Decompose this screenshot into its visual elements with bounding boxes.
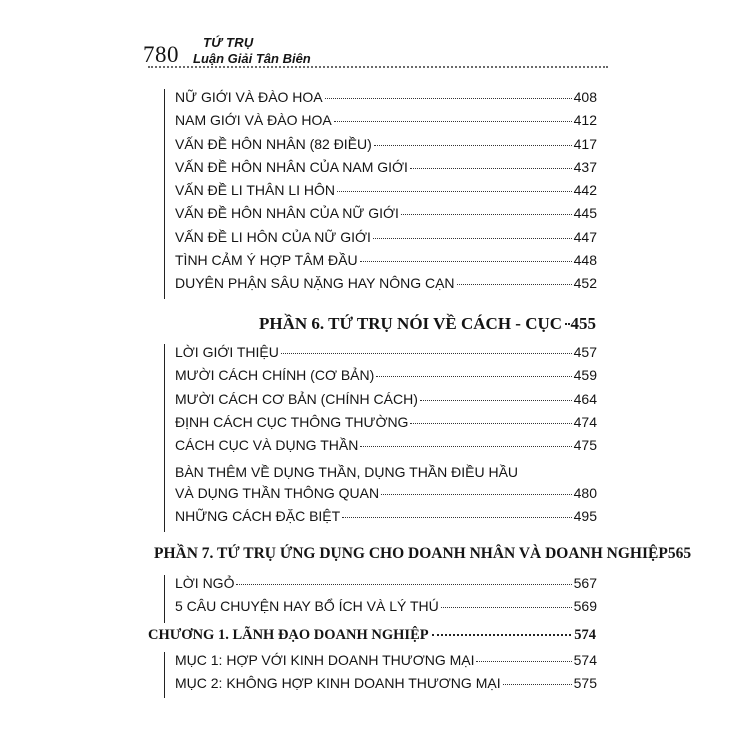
toc-entry[interactable] xyxy=(165,229,597,252)
toc-entry[interactable] xyxy=(165,136,597,159)
toc-entry[interactable] xyxy=(165,652,597,675)
toc-entry-page: 417 xyxy=(573,135,597,152)
toc-entry[interactable] xyxy=(165,508,597,531)
part-7-page: 565 xyxy=(667,545,692,562)
dot-leader xyxy=(410,423,571,424)
toc-entry-title: MỤC 2: KHÔNG HỢP KINH DOANH THƯƠNG MẠI xyxy=(175,675,501,692)
toc-entry[interactable] xyxy=(165,460,597,508)
toc-entry-title: ĐỊNH CÁCH CỤC THÔNG THƯỜNG xyxy=(175,413,409,430)
dot-leader xyxy=(410,168,572,169)
toc-entry-page: 474 xyxy=(573,413,597,430)
dot-leader xyxy=(381,494,572,495)
part-6-heading[interactable] xyxy=(259,314,596,334)
toc-entry[interactable] xyxy=(165,159,597,182)
dot-leader xyxy=(457,284,572,285)
toc-entry-page: 574 xyxy=(573,652,597,668)
dot-leader xyxy=(342,517,571,518)
dot-leader xyxy=(565,323,567,325)
toc-entry[interactable] xyxy=(165,89,597,112)
part-6-page: 455 xyxy=(570,314,596,333)
toc-entry-page: 464 xyxy=(573,390,597,407)
toc-entry-page: 567 xyxy=(573,575,597,591)
toc-entry-page: 437 xyxy=(573,158,597,175)
toc-entry-title: NỮ GIỚI VÀ ĐÀO HOA xyxy=(175,89,323,105)
header-rule xyxy=(148,66,608,68)
toc-entry-page: 569 xyxy=(573,598,597,615)
toc-entry-page: 459 xyxy=(573,367,597,384)
toc-entry-page: 495 xyxy=(573,508,597,525)
toc-section-intro xyxy=(164,575,597,623)
toc-entry[interactable] xyxy=(165,391,597,414)
toc-entry-page: 475 xyxy=(573,437,597,454)
toc-entry[interactable] xyxy=(165,437,597,460)
chapter-1-heading[interactable] xyxy=(148,627,596,650)
dot-leader xyxy=(376,376,571,377)
dot-leader xyxy=(325,98,572,99)
toc-entry-page: 445 xyxy=(573,205,597,222)
dot-leader xyxy=(281,353,572,354)
dot-leader xyxy=(360,446,571,447)
toc-entry-page: 447 xyxy=(573,228,597,245)
dot-leader xyxy=(360,261,572,262)
toc-section-chapter-1 xyxy=(164,652,597,698)
book-title: TỨ TRỤ xyxy=(203,35,254,50)
toc-entry[interactable] xyxy=(165,675,597,698)
toc-entry-page: 575 xyxy=(573,675,597,692)
toc-entry-title: 5 CÂU CHUYỆN HAY BỔ ÍCH VÀ LÝ THÚ xyxy=(175,598,439,615)
dot-leader xyxy=(420,400,572,401)
part-6-title: PHẦN 6. TỨ TRỤ NÓI VỀ CÁCH - CỤC xyxy=(259,314,563,333)
toc-entry[interactable] xyxy=(165,252,597,275)
toc-entry[interactable] xyxy=(165,205,597,228)
toc-entry-title-line1: BÀN THÊM VỀ DỤNG THẦN, DỤNG THẦN ĐIỀU HẦU xyxy=(175,464,519,481)
toc-entry[interactable] xyxy=(165,344,597,367)
toc-entry-page: 452 xyxy=(573,275,597,292)
toc-entry-title: LỜI NGỎ xyxy=(175,575,235,591)
toc-entry-title: VẤN ĐỀ HÔN NHÂN (82 ĐIỀU) xyxy=(175,135,372,152)
toc-section-marriage xyxy=(164,89,597,299)
dot-leader xyxy=(373,238,572,239)
dot-leader xyxy=(401,214,572,215)
toc-entry[interactable] xyxy=(165,275,597,298)
toc-entry-title: MỤC 1: HỢP VỚI KINH DOANH THƯƠNG MẠI xyxy=(175,652,475,668)
toc-entry[interactable] xyxy=(165,598,597,621)
toc-entry-title: DUYÊN PHẬN SÂU NẶNG HAY NÔNG CẠN xyxy=(175,275,455,292)
toc-entry[interactable] xyxy=(165,414,597,437)
dot-leader xyxy=(374,145,572,146)
part-7-title: PHẦN 7. TỨ TRỤ ỨNG DỤNG CHO DOANH NHÂN VÀ DOANH NGHIỆP xyxy=(154,545,668,562)
toc-entry-title: MƯỜI CÁCH CHÍNH (CƠ BẢN) xyxy=(175,367,375,384)
toc-entry[interactable] xyxy=(165,182,597,205)
toc-entry[interactable] xyxy=(165,575,597,598)
toc-entry-page: 408 xyxy=(573,89,597,105)
toc-entry-title: CÁCH CỤC VÀ DỤNG THẦN xyxy=(175,437,359,454)
toc-entry-title-line2: VÀ DỤNG THẦN THÔNG QUAN xyxy=(175,485,380,502)
toc-entry-title: VẤN ĐỀ HÔN NHÂN CỦA NỮ GIỚI xyxy=(175,205,399,222)
dot-leader xyxy=(337,191,572,192)
toc-entry-title: NAM GIỚI VÀ ĐÀO HOA xyxy=(175,112,332,129)
toc-entry-title: VẤN ĐỀ LI HÔN CỦA NỮ GIỚI xyxy=(175,228,371,245)
toc-entry-page: 412 xyxy=(573,112,597,129)
dot-leader xyxy=(476,661,571,662)
toc-entry-page: 442 xyxy=(573,182,597,199)
toc-entry-page: 480 xyxy=(573,485,597,502)
toc-entry-title: NHỮNG CÁCH ĐẶC BIỆT xyxy=(175,508,341,525)
toc-entry-title: TÌNH CẢM Ý HỢP TÂM ĐẦU xyxy=(175,252,358,269)
toc-entry-title: VẤN ĐỀ LI THÂN LI HÔN xyxy=(175,182,336,199)
dot-leader xyxy=(334,121,572,122)
dot-leader xyxy=(441,607,572,608)
toc-entry[interactable] xyxy=(165,367,597,390)
part-7-heading[interactable] xyxy=(154,545,692,563)
toc-entry-title: LỜI GIỚI THIỆU xyxy=(175,344,279,360)
toc-entry-title: VẤN ĐỀ HÔN NHÂN CỦA NAM GIỚI xyxy=(175,158,408,175)
toc-section-structure xyxy=(164,344,597,532)
toc-entry[interactable] xyxy=(165,112,597,135)
chapter-1-title: CHƯƠNG 1. LÃNH ĐẠO DOANH NGHIỆP xyxy=(148,627,429,643)
toc-entry-title: MƯỜI CÁCH CƠ BẢN (CHÍNH CÁCH) xyxy=(175,390,418,407)
book-subtitle: Luận Giải Tân Biên xyxy=(193,51,311,66)
page-number: 780 xyxy=(143,42,179,67)
dot-leader xyxy=(236,584,571,585)
toc-entry-page: 448 xyxy=(573,252,597,269)
chapter-1-page: 574 xyxy=(574,627,596,643)
dot-leader xyxy=(503,684,572,685)
toc-entry-page: 457 xyxy=(573,344,597,360)
dot-leader xyxy=(432,634,572,636)
